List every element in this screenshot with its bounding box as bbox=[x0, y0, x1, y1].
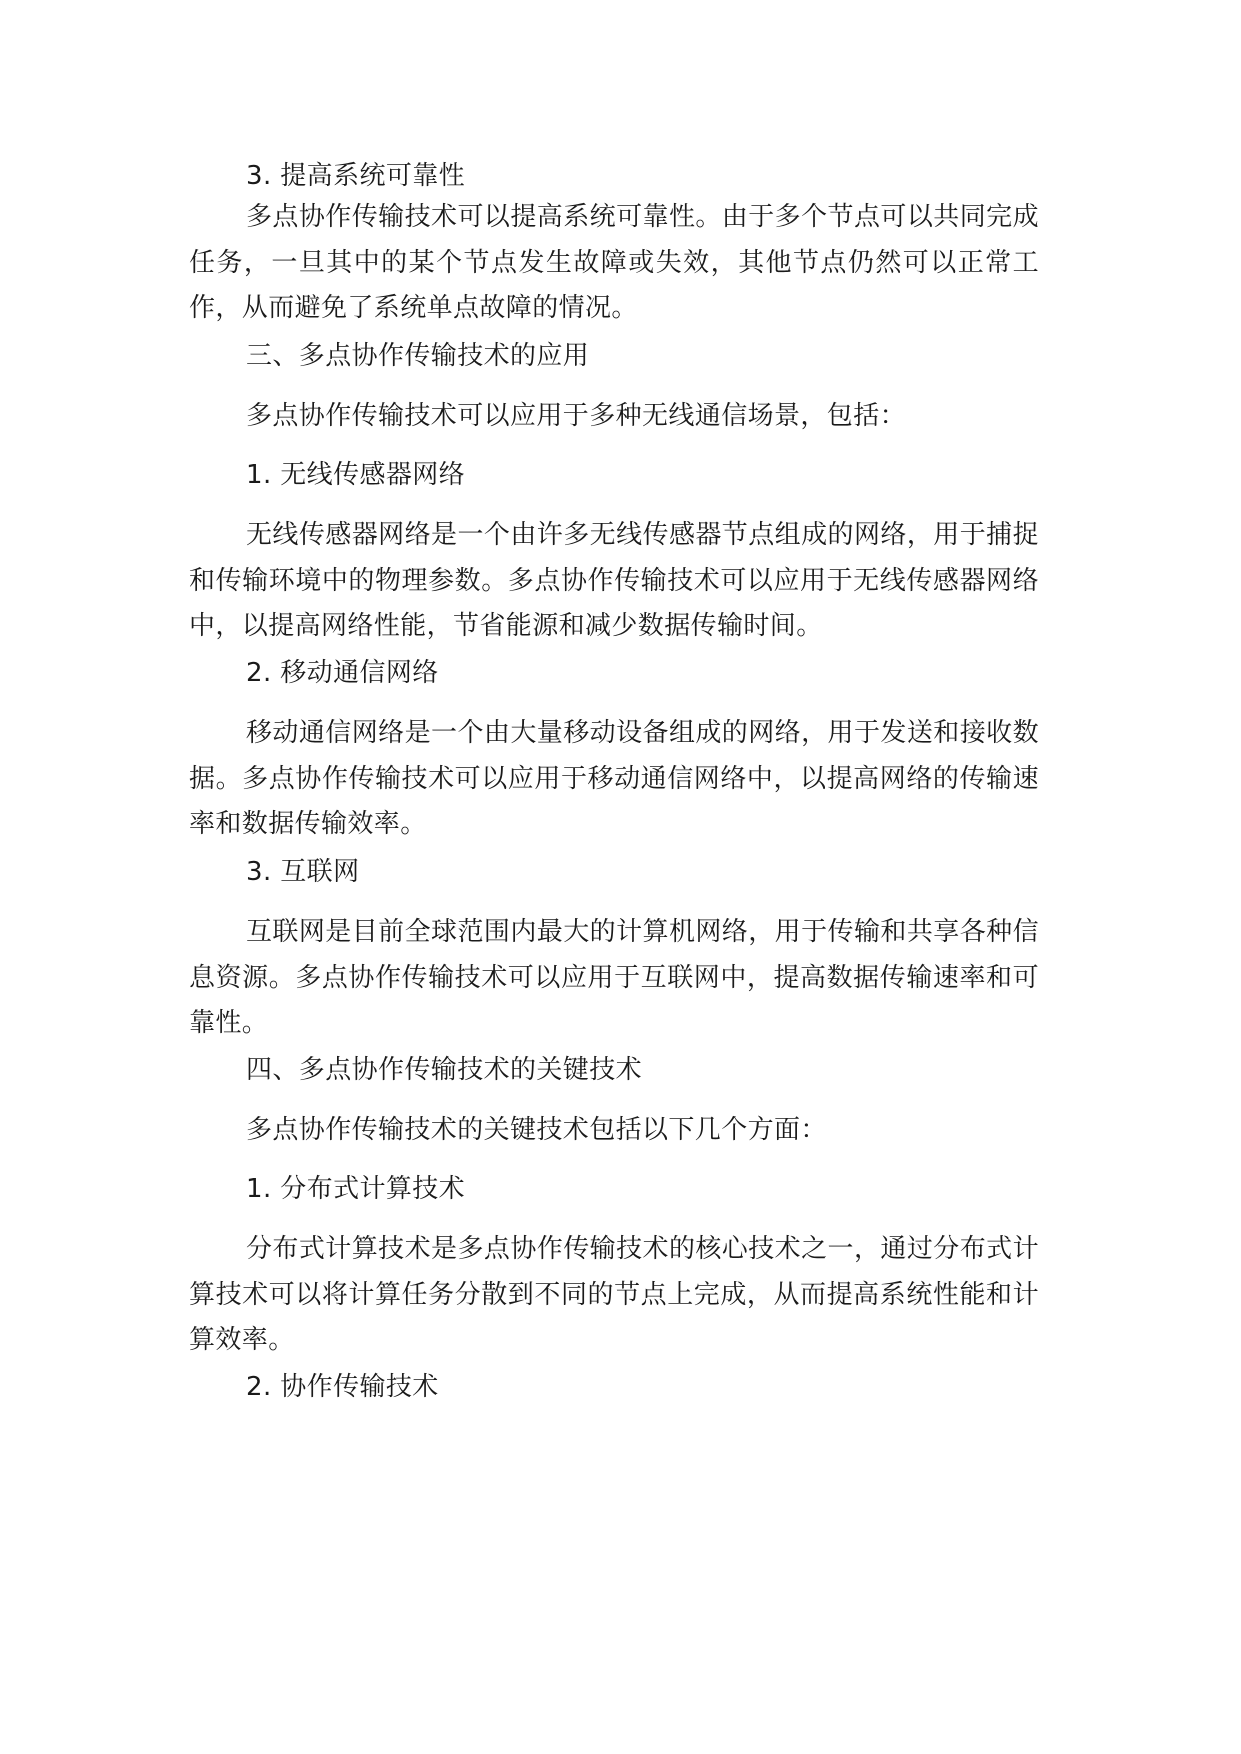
section-heading: 3. 互联网 bbox=[246, 857, 360, 887]
intro-line: 多点协作传输技术的关键技术包括以下几个方面： bbox=[246, 1115, 827, 1145]
body-paragraph: 互联网是目前全球范围内最大的计算机网络，用于传输和共享各种信息资源。多点协作传输技术可以应用于互联网中，提高数据传输速率和可靠性。 bbox=[189, 917, 1039, 1038]
body-paragraph: 多点协作传输技术可以提高系统可靠性。由于多个节点可以共同完成任务，一旦其中的某个节点发生故障或失效，其他节点仍然可以正常工作，从而避免了系统单点故障的情况。 bbox=[189, 202, 1039, 323]
chapter-heading: 三、多点协作传输技术的应用 bbox=[246, 341, 590, 371]
intro-line: 多点协作传输技术可以应用于多种无线通信场景，包括： bbox=[246, 401, 907, 431]
body-paragraph: 无线传感器网络是一个由许多无线传感器节点组成的网络，用于捕捉和传输环境中的物理参数。多点协作传输技术可以应用于无线传感器网络中，以提高网络性能，节省能源和减少数据传输时间。 bbox=[189, 520, 1039, 641]
section-heading: 2. 移动通信网络 bbox=[246, 658, 439, 688]
section-heading: 1. 无线传感器网络 bbox=[246, 460, 466, 490]
section-heading: 3. 提高系统可靠性 bbox=[246, 161, 466, 191]
body-paragraph: 分布式计算技术是多点协作传输技术的核心技术之一，通过分布式计算技术可以将计算任务分散到不同的节点上完成，从而提高系统性能和计算效率。 bbox=[189, 1234, 1039, 1355]
chapter-heading: 四、多点协作传输技术的关键技术 bbox=[246, 1055, 643, 1085]
section-heading: 1. 分布式计算技术 bbox=[246, 1174, 466, 1204]
section-heading: 2. 协作传输技术 bbox=[246, 1372, 439, 1402]
body-paragraph: 移动通信网络是一个由大量移动设备组成的网络，用于发送和接收数据。多点协作传输技术可以应用于移动通信网络中，以提高网络的传输速率和数据传输效率。 bbox=[189, 718, 1039, 839]
